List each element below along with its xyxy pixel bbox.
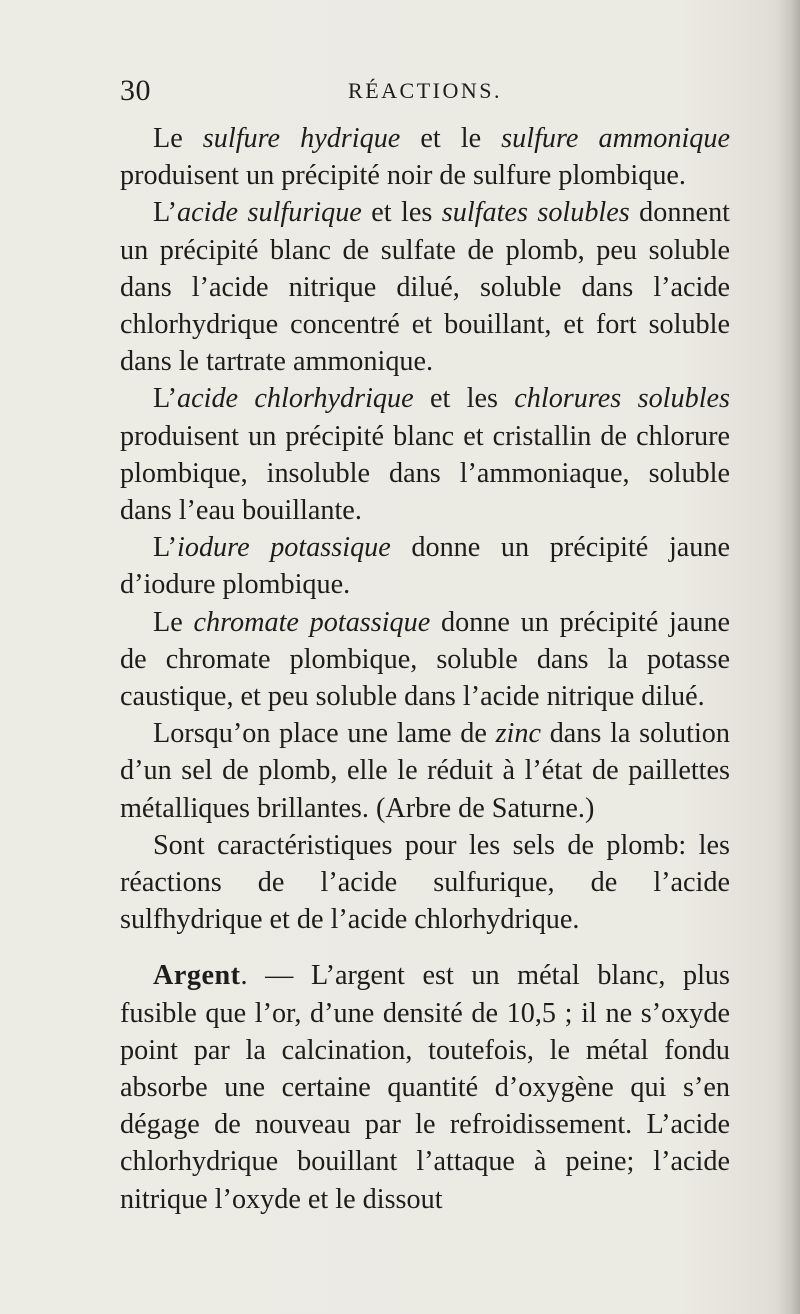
term-iodure-potassique: iodure potassique <box>177 532 391 564</box>
term-chlorures-solubles: chlorures solubles <box>514 383 731 415</box>
page-header <box>120 74 730 114</box>
page-number: 30 <box>120 74 151 107</box>
paragraph-acide-sulfurique: L’acide sulfurique et les sulfates solubles donnent un précipité blanc de sulfate de plomb, peu soluble dans l’acide nitrique dilué, soluble dans l’acide chlorhydrique concentré et bouillant, et fort soluble dans le tartrate ammonique. <box>120 197 730 378</box>
term-acide-sulfurique: acide sulfurique <box>177 197 362 229</box>
running-head: RÉACTIONS. <box>348 78 502 103</box>
term-zinc: zinc <box>495 718 541 750</box>
term-sulfure-hydrique: sulfure hydrique <box>202 123 401 154</box>
paragraph-chromate: Le chromate potassique donne un précipité jaune de chromate plombique, soluble dans la potasse caustique, et peu soluble dans l’acide nitrique dilué. <box>120 606 731 713</box>
paragraph-acide-chlorhydrique: L’acide chlorhydrique et les chlorures solubles produisent un précipité blanc et cristallin de chlorure plombique, insoluble dans l’ammoniaque, soluble dans l’eau bouillante. <box>120 383 731 527</box>
paragraph-caracteristiques: Sont caractéristiques pour les sels de plomb: les réactions de l’acide sulfurique, de l’acide sulfhydrique et de l’acide chlorhydrique. <box>120 829 730 936</box>
term-sulfure-ammonique: sulfure ammonique <box>501 123 731 154</box>
term-sulfates-solubles: sulfates solubles <box>441 197 630 229</box>
body-text <box>120 120 730 1218</box>
paragraph-zinc: Lorsqu’on place une lame de zinc dans la solution d’un sel de plomb, elle le réduit à l’état de paillettes métalliques brillantes. (Arbre de Saturne.) <box>120 718 730 824</box>
term-chromate-potassique: chromate potassique <box>193 606 431 638</box>
paragraph-argent: Argent. — L’argent est un métal blanc, plus fusible que l’or, d’une densité de 10,5 ; il ne s’oxyde point par la calcination, toutefois, le métal fondu absorbe une certaine quantité d’oxygène qui s’en dégage de nouveau par le refroidissement. L’acide chlorhydrique bouillant l’attaque à peine; l’acide nitrique l’oxyde et le dissout <box>120 960 730 1215</box>
page-edge-shadow <box>778 0 800 1314</box>
term-acide-chlorhydrique: acide chlorhydrique <box>177 383 414 415</box>
section-heading-argent: Argent <box>153 960 241 992</box>
paragraph-sulfure: Le sulfure hydrique et le sulfure ammonique produisent un précipité noir de sulfure plombique. <box>120 123 731 192</box>
paragraph-iodure: L’iodure potassique donne un précipité jaune d’iodure plombique. <box>120 532 730 601</box>
